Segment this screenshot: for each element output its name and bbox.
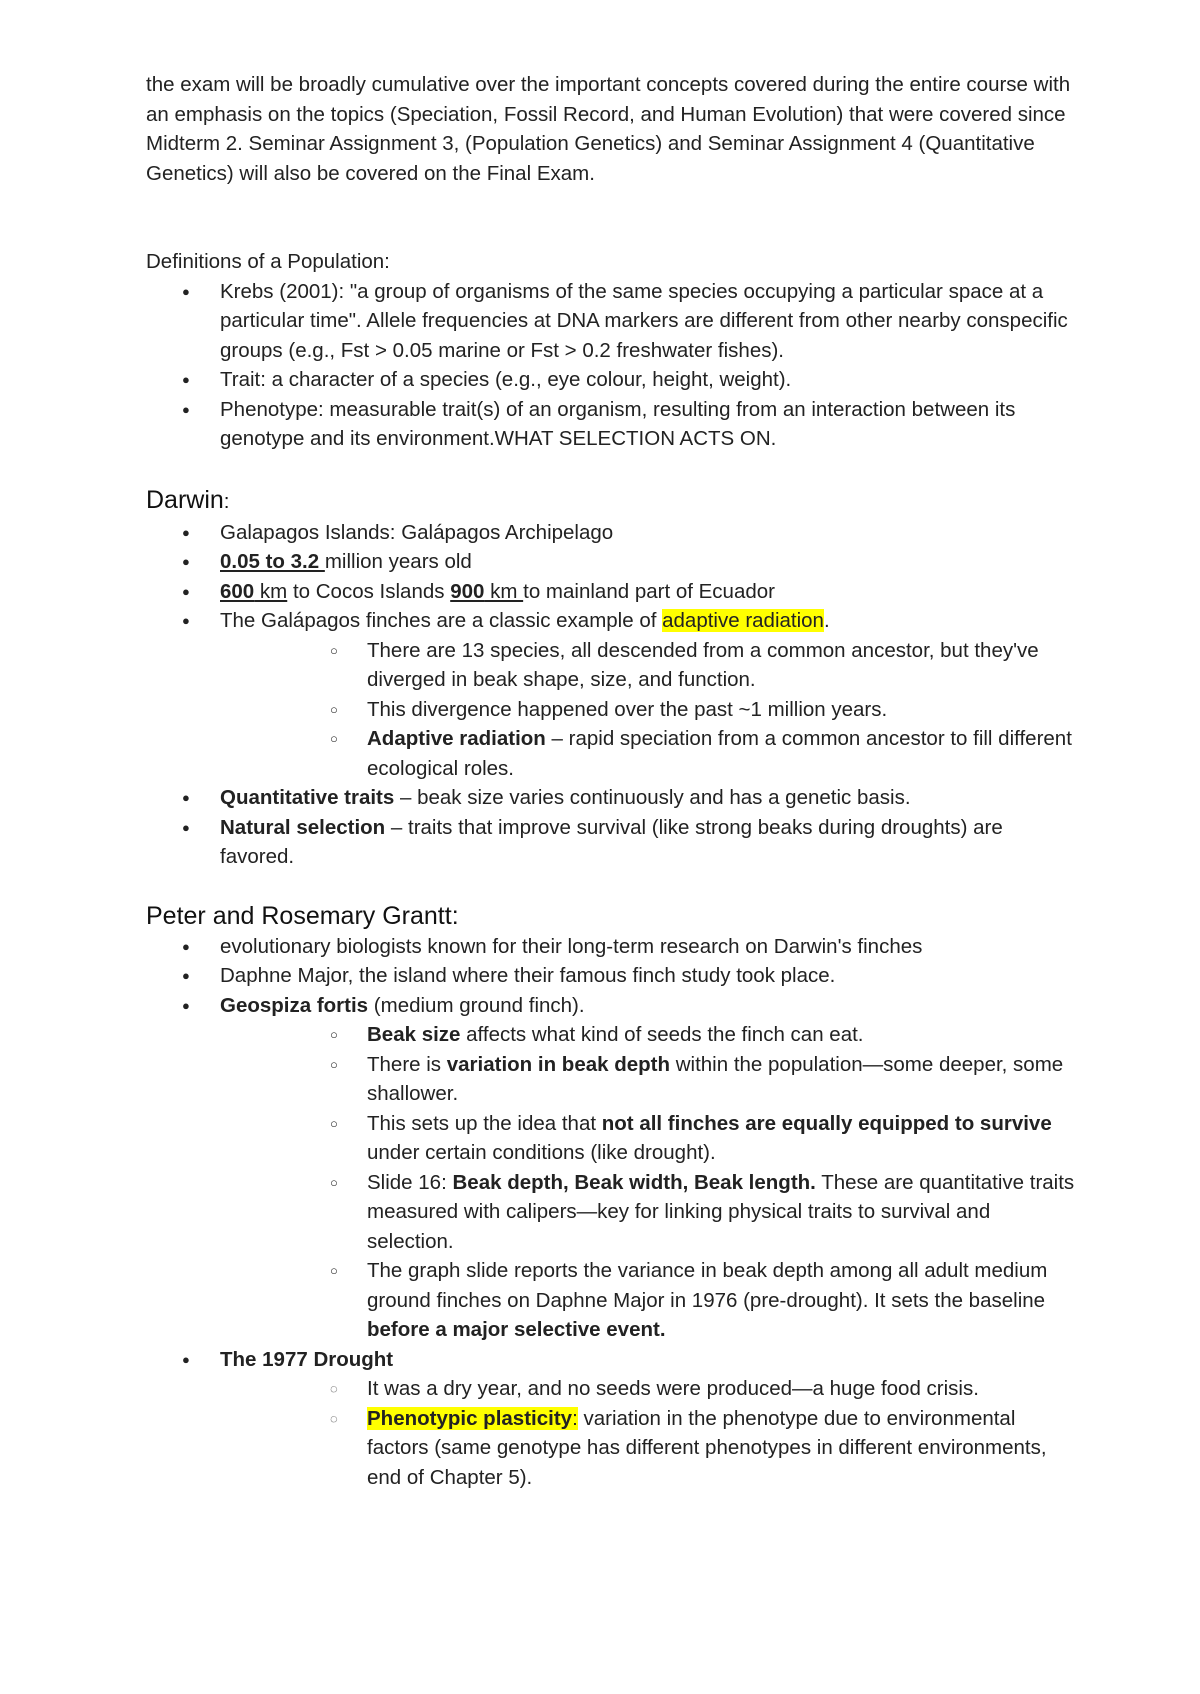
list-item: ● Krebs (2001): "a group of organisms of the same species occupying a particular space at a particular time". Allele frequencies at DNA markers are different from other nearby conspecific groups (e.g., Fst > 0.05 marine or Fst > 0.2 freshwater fishes). <box>146 277 1076 366</box>
list-item: ● evolutionary biologists known for their long-term research on Darwin's finches <box>146 932 1076 962</box>
text: The graph slide reports the variance in beak depth among all adult medium ground finches on Daphne Major in 1976 (pre-drought). It sets the baseline <box>367 1259 1048 1312</box>
sublist-item <box>220 1050 1076 1109</box>
list-item: ● Trait: a character of a species (e.g., eye colour, height, weight). <box>146 365 1076 395</box>
list-item: ● Phenotype: measurable trait(s) of an organism, resulting from an interaction between its genotype and its environment.WHAT SELECTION ACTS ON. <box>146 395 1076 454</box>
distance-b: 900 <box>450 579 485 603</box>
sublist-item <box>220 1404 1076 1493</box>
grant-heading: Peter and Rosemary Grantt: <box>146 901 459 930</box>
distance-mid: to Cocos Islands <box>287 579 451 603</box>
bold-text: Beak size <box>367 1023 461 1046</box>
text: There is <box>367 1052 447 1076</box>
sublist-item: ◌ It was a dry year, and no seeds were produced—a huge food crisis. <box>220 1374 1076 1404</box>
document-page <box>146 70 1076 1492</box>
highlight-phenotypic-plasticity: Phenotypic plasticity <box>367 1406 573 1430</box>
list-item <box>146 606 1076 783</box>
text: within the population—some deeper, some shallower. <box>367 1052 1064 1105</box>
intro-paragraph: the exam will be broadly cumulative over the important concepts covered during the entire course with an emphasis on the topics (Speciation, Fossil Record, and Human Evolution) that were covered since Midterm 2. Seminar Assignment 3, (Population Genetics) and Seminar Assignment 4 (Quantitative Genetics) will also be covered on the Final Exam. <box>146 73 1071 185</box>
distance-a: 600 <box>220 579 255 603</box>
bold-text: not all finches are equally equipped to survive <box>601 1111 1052 1135</box>
distance-a-unit: km <box>254 579 288 603</box>
darwin-list <box>146 518 1076 872</box>
darwin-heading <box>146 484 1076 518</box>
list-item: ● Daphne Major, the island where their famous finch study took place. <box>146 961 1076 991</box>
definition-text: – traits that improve survival (like strong beaks during droughts) are favored. <box>220 815 1003 868</box>
distance-end: to mainland part of Ecuador <box>523 579 775 603</box>
definitions-list <box>146 277 1076 454</box>
sublist-item <box>220 724 1076 783</box>
sublist-item <box>220 1168 1076 1257</box>
geospiza-sublist <box>220 1020 1076 1345</box>
darwin-heading-colon: : <box>223 489 230 513</box>
bold-text: before a major selective event. <box>367 1318 666 1341</box>
list-item <box>146 813 1076 872</box>
sublist-item <box>220 1256 1076 1345</box>
term-adaptive-radiation: Adaptive radiation <box>367 727 546 750</box>
highlight-adaptive-radiation: adaptive radiation <box>662 609 824 632</box>
age-bold: 0.05 to 3.2 <box>220 550 325 573</box>
term-1977-drought: The 1977 Drought <box>220 1347 394 1371</box>
term-natural-selection: Natural selection <box>220 815 386 839</box>
text: under certain conditions (like drought). <box>367 1141 716 1164</box>
list-item <box>146 783 1076 813</box>
bold-text: Beak depth, Beak width, Beak length. <box>452 1170 816 1194</box>
distance-b-unit: km <box>484 579 524 603</box>
finches-sublist <box>220 636 1076 784</box>
definitions-title: Definitions of a Population: <box>146 250 390 273</box>
age-rest: million years old <box>324 550 472 573</box>
list-item <box>146 547 1076 577</box>
darwin-heading-text: Darwin <box>146 485 224 514</box>
bold-text: variation in beak depth <box>446 1052 671 1076</box>
drought-sublist <box>220 1374 1076 1492</box>
list-item <box>146 577 1076 607</box>
grant-list <box>146 932 1076 1493</box>
highlight-colon: : <box>572 1406 578 1430</box>
text: This sets up the idea that <box>367 1111 602 1135</box>
sublist-item <box>220 1020 1076 1050</box>
text: These are quantitative traits measured with calipers—key for linking physical traits to survival and selection. <box>367 1170 1075 1253</box>
definition-text: variation in the phenotype due to environmental factors (same genotype has different phenotypes in different environments, end of Chapter 5). <box>367 1406 1047 1489</box>
definition-text: – rapid speciation from a common ancestor to fill different ecological roles. <box>367 727 1072 780</box>
finches-post: . <box>823 609 830 632</box>
definition-text: (medium ground finch). <box>368 993 585 1017</box>
term-quantitative-traits: Quantitative traits <box>220 786 395 809</box>
finches-pre: The Galápagos finches are a classic example of <box>220 609 663 632</box>
list-item: ● Galapagos Islands: Galápagos Archipelago <box>146 518 1076 548</box>
term-geospiza-fortis: Geospiza fortis <box>220 993 369 1017</box>
sublist-item <box>220 1109 1076 1168</box>
text: affects what kind of seeds the finch can eat. <box>460 1023 864 1046</box>
definition-text: – beak size varies continuously and has a genetic basis. <box>394 786 911 809</box>
text: Slide 16: <box>367 1170 453 1194</box>
spacer <box>146 188 1076 247</box>
list-item <box>146 991 1076 1345</box>
list-item <box>146 1345 1076 1493</box>
sublist-item: ○ There are 13 species, all descended from a common ancestor, but they've diverged in beak shape, size, and function. <box>220 636 1076 695</box>
sublist-item: ○ This divergence happened over the past ~1 million years. <box>220 695 1076 725</box>
